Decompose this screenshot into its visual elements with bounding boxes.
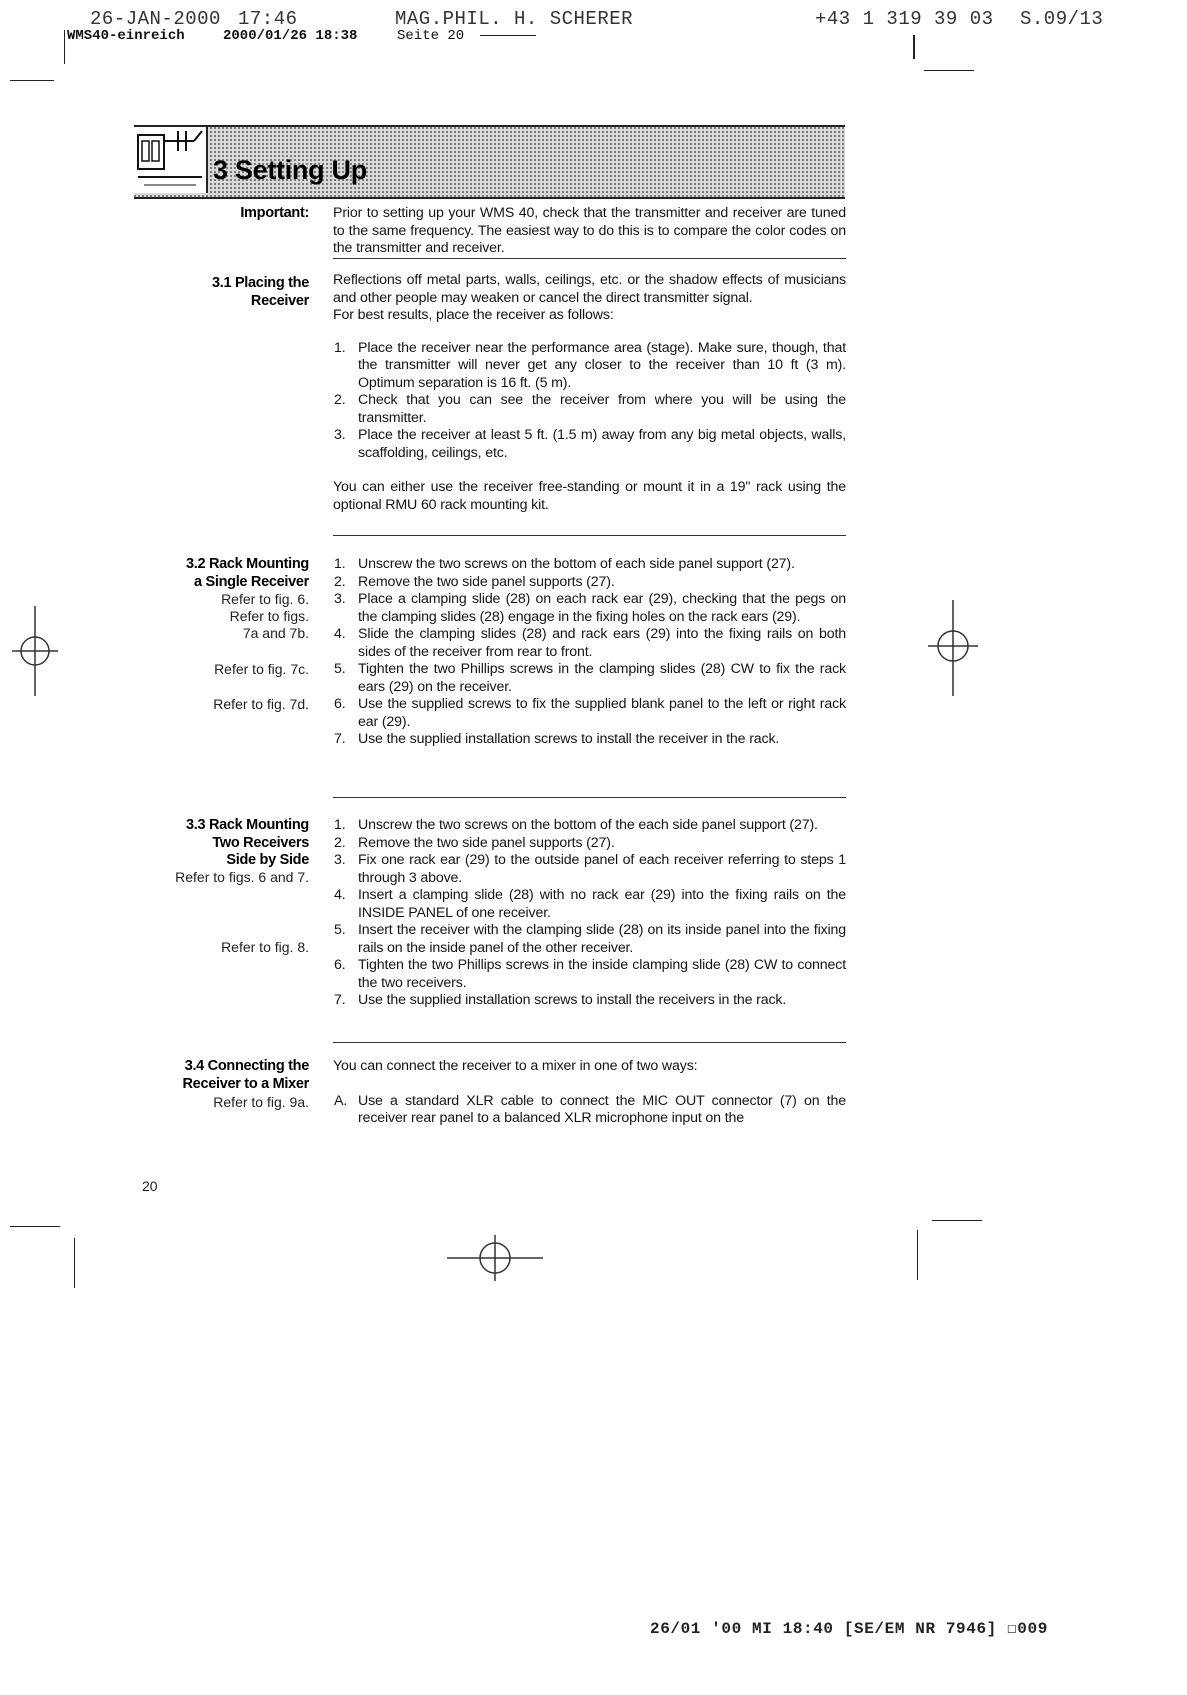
list-item bbox=[333, 957, 846, 992]
step-number: 6. bbox=[334, 957, 346, 973]
page-number: 20 bbox=[142, 1178, 158, 1194]
file-page: Seite 20 bbox=[397, 28, 465, 44]
section-3-4-steps bbox=[333, 1093, 846, 1128]
section-3-4-heading bbox=[130, 1058, 309, 1093]
list-item bbox=[333, 591, 846, 626]
fax-date: 26-JAN-2000 bbox=[90, 8, 221, 30]
fax-phone: +43 1 319 39 03 bbox=[815, 8, 994, 30]
header-rule-right bbox=[913, 35, 915, 59]
step-number: 1. bbox=[334, 817, 346, 833]
section-3-2-steps bbox=[333, 556, 846, 749]
section-3-1-body bbox=[333, 272, 846, 514]
fax-page: S.09/13 bbox=[1020, 8, 1104, 30]
step-text: Unscrew the two screws on the bottom of each side panel support (27). bbox=[358, 556, 795, 572]
step-number: 2. bbox=[334, 573, 346, 590]
heading-line: Receiver to a Mixer bbox=[182, 1075, 309, 1092]
divider bbox=[333, 258, 846, 259]
crop-mark bbox=[74, 1238, 75, 1288]
figure-reference: Refer to fig. 9a. bbox=[213, 1094, 309, 1110]
step-number: 1. bbox=[334, 339, 346, 356]
figure-reference: Refer to fig. 8. bbox=[221, 939, 309, 955]
heading-line: 3.4 Connecting the bbox=[184, 1058, 309, 1074]
step-text: Check that you can see the receiver from where you will be using the transmitter. bbox=[358, 392, 846, 426]
step-number: 3. bbox=[334, 852, 346, 868]
list-item bbox=[333, 817, 846, 835]
section-3-3-body bbox=[333, 817, 846, 1010]
step-text: Tighten the two Phillips screws in the inside clamping slide (28) CW to connect the two receivers. bbox=[358, 957, 846, 991]
section-3-1-intro2: For best results, place the receiver as follows: bbox=[333, 307, 614, 323]
list-item bbox=[333, 696, 846, 731]
step-text: Slide the clamping slides (28) and rack ears (29) into the fixing rails on both sides of the receiver from rear to front. bbox=[358, 626, 846, 660]
section-3-4-body bbox=[333, 1058, 846, 1128]
step-text: Place the receiver near the performance area (stage). Make sure, though, that the transmitter will never get any closer to the receiver than 10 ft (3 m). Optimum separation is 16 ft. (5 m). bbox=[358, 339, 846, 391]
section-3-1-heading bbox=[130, 275, 309, 310]
section-3-2-heading bbox=[130, 556, 309, 591]
section-3-1-steps bbox=[333, 340, 846, 463]
header-rule-left bbox=[64, 30, 65, 64]
step-text: Use the supplied installation screws to install the receivers in the rack. bbox=[358, 992, 787, 1008]
crop-mark bbox=[10, 1226, 60, 1227]
important-label-text: Important: bbox=[240, 205, 309, 221]
divider bbox=[333, 797, 846, 798]
step-text: Insert a clamping slide (28) with no rack ear (29) into the fixing rails on the INSIDE PANEL of one receiver. bbox=[358, 887, 846, 921]
heading-line: Receiver bbox=[250, 292, 309, 309]
heading-line: a Single Receiver bbox=[194, 573, 309, 590]
heading-line: Two Receivers bbox=[212, 834, 309, 851]
figure-reference: Refer to fig. 7c. bbox=[214, 661, 309, 677]
list-item bbox=[333, 1093, 846, 1128]
step-text: Place the receiver at least 5 ft. (1.5 m) away from any big metal objects, walls, scaffolding, ceilings, etc. bbox=[358, 427, 846, 461]
step-number: 5. bbox=[334, 922, 346, 938]
step-number: 7. bbox=[334, 731, 346, 747]
step-number: 2. bbox=[334, 392, 346, 408]
step-number: 5. bbox=[334, 661, 346, 677]
list-item bbox=[333, 992, 846, 1010]
crop-mark bbox=[924, 70, 974, 71]
registration-mark-icon bbox=[925, 600, 981, 696]
section-3-1-intro: Reflections off metal parts, walls, ceilings, etc. or the shadow effects of musicians and other people may weaken or cancel the direct transmitter signal. bbox=[333, 272, 846, 306]
fax-sender: MAG.PHIL. H. SCHERER bbox=[395, 8, 634, 30]
list-item bbox=[333, 427, 846, 462]
important-paragraph: Prior to setting up your WMS 40, check that the transmitter and receiver are tuned to the same frequency. The easiest way to do this is to compare the color codes on the transmitter and receiver. bbox=[333, 205, 846, 256]
list-item bbox=[333, 556, 846, 574]
file-name: WMS40-einreich bbox=[67, 28, 185, 44]
figure-reference: Refer to figs. 6 and 7. bbox=[175, 869, 309, 885]
section-3-4-intro: You can connect the receiver to a mixer in one of two ways: bbox=[333, 1058, 698, 1074]
step-text: Place a clamping slide (28) on each rack ear (29), checking that the pegs on the clamping slides (28) engage in the fixing holes on the rack ears (29). bbox=[358, 591, 846, 625]
step-number: 4. bbox=[334, 626, 346, 642]
step-text: Use the supplied installation screws to install the receiver in the rack. bbox=[358, 731, 780, 747]
crop-mark bbox=[10, 80, 54, 81]
list-item bbox=[333, 340, 846, 393]
step-number: 3. bbox=[334, 427, 346, 443]
heading-line: 3.1 Placing the bbox=[211, 275, 309, 291]
fax-time: 17:46 bbox=[238, 8, 298, 30]
important-text bbox=[333, 205, 846, 258]
file-timestamp: 2000/01/26 18:38 bbox=[223, 28, 358, 44]
step-number: 3. bbox=[334, 591, 346, 607]
heading-line: 3.2 Rack Mounting bbox=[185, 556, 309, 572]
step-text: Remove the two side panel supports (27). bbox=[358, 573, 615, 590]
step-number: 6. bbox=[334, 696, 346, 712]
figure-reference: 7a and 7b. bbox=[242, 625, 309, 641]
crop-mark bbox=[932, 1220, 982, 1221]
chapter-logo-icon bbox=[134, 127, 208, 193]
list-item bbox=[333, 626, 846, 661]
step-text: Fix one rack ear (29) to the outside panel of each receiver referring to steps 1 through 3 above. bbox=[358, 852, 846, 886]
list-item bbox=[333, 661, 846, 696]
list-item bbox=[333, 835, 846, 853]
list-item bbox=[333, 574, 846, 592]
section-3-1-outro: You can either use the receiver free-standing or mount it in a 19" rack using the optional RMU 60 rack mounting kit. bbox=[333, 479, 846, 513]
divider bbox=[333, 535, 846, 536]
step-number: A. bbox=[334, 1092, 348, 1109]
section-3-3-steps bbox=[333, 817, 846, 1010]
step-text: Insert the receiver with the clamping slide (28) on its inside panel into the fixing rails on the inside panel of the other receiver. bbox=[358, 922, 846, 956]
step-number: 1. bbox=[334, 556, 346, 572]
divider bbox=[333, 1042, 846, 1043]
list-item bbox=[333, 852, 846, 887]
list-item bbox=[333, 887, 846, 922]
heading-line: Side by Side bbox=[226, 852, 309, 868]
list-item bbox=[333, 922, 846, 957]
section-3-3-heading bbox=[130, 817, 309, 870]
step-text: Use the supplied screws to fix the supplied blank panel to the left or right rack ear (29). bbox=[358, 696, 846, 730]
chapter-title: 3 Setting Up bbox=[213, 155, 367, 185]
important-label bbox=[130, 205, 309, 223]
step-text: Unscrew the two screws on the bottom of the each side panel support (27). bbox=[358, 817, 818, 833]
list-item bbox=[333, 731, 846, 749]
step-number: 2. bbox=[334, 834, 346, 851]
step-number: 7. bbox=[334, 992, 346, 1008]
figure-reference: Refer to figs. bbox=[229, 608, 309, 624]
step-number: 4. bbox=[334, 887, 346, 903]
crop-mark bbox=[917, 1230, 918, 1280]
fax-footer: 26/01 '00 MI 18:40 [SE/EM NR 7946] ☐009 bbox=[650, 1620, 1048, 1638]
section-3-2-body bbox=[333, 556, 846, 749]
list-item bbox=[333, 392, 846, 427]
registration-mark-icon bbox=[445, 1233, 545, 1283]
step-text: Use a standard XLR cable to connect the MIC OUT connector (7) on the receiver rear panel to a balanced XLR microphone input on the bbox=[358, 1092, 846, 1126]
step-text: Tighten the two Phillips screws in the clamping slides (28) CW to fix the rack ears (29) on the receiver. bbox=[358, 661, 846, 695]
step-text: Remove the two side panel supports (27). bbox=[358, 834, 615, 851]
figure-reference: Refer to fig. 6. bbox=[221, 591, 309, 607]
figure-reference: Refer to fig. 7d. bbox=[213, 696, 309, 712]
header-rule bbox=[480, 35, 536, 36]
heading-line: 3.3 Rack Mounting bbox=[185, 817, 309, 833]
registration-mark-icon bbox=[10, 606, 60, 696]
